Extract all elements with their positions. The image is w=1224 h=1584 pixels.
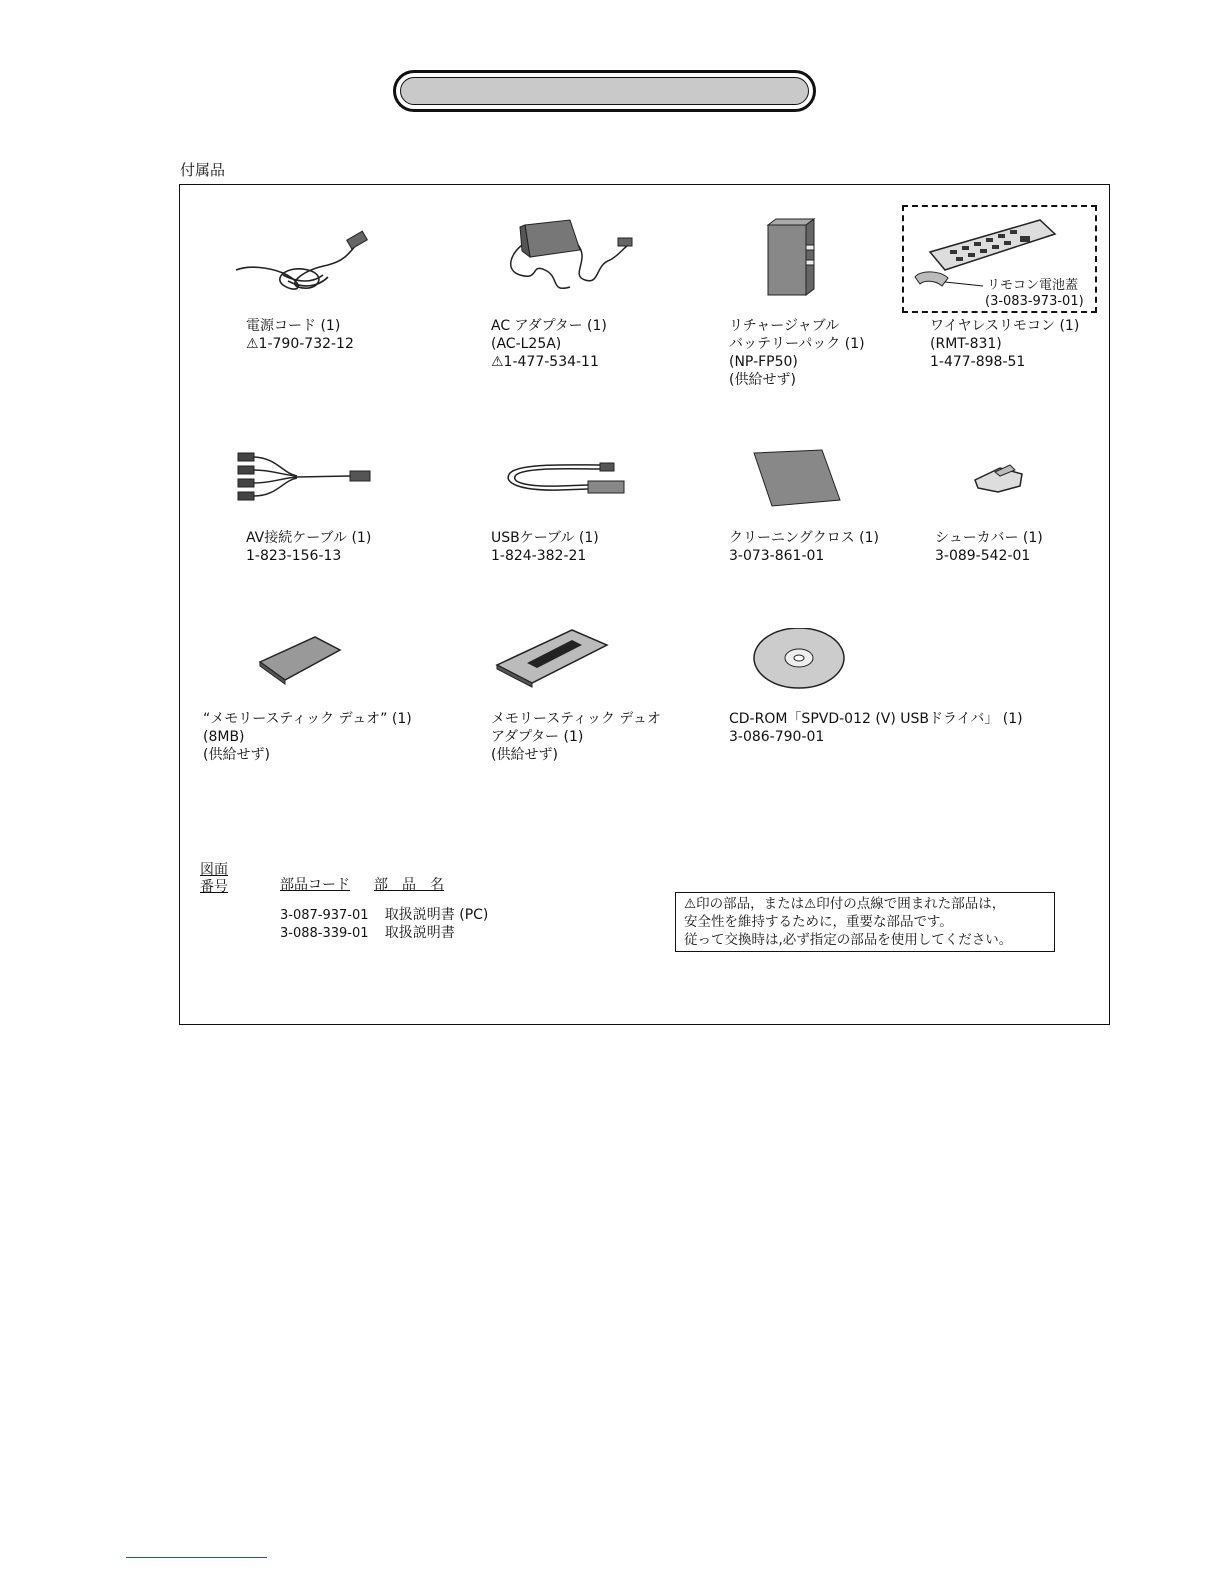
notice-line: 従って交換時は,必ず指定の部品を使用してください。	[684, 932, 1013, 948]
part-code: 3-088-339-01	[280, 926, 369, 941]
item-line: 1-477-898-51	[930, 354, 1026, 370]
shoe-cover-icon	[970, 460, 1030, 495]
item-line: (8MB)	[203, 729, 245, 745]
item-line: ワイヤレスリモコン (1)	[930, 318, 1080, 334]
power-cord-icon	[228, 225, 378, 300]
callout-leader-line	[945, 280, 985, 290]
callout-name: リモコン電池蓋	[987, 278, 1079, 293]
item-line: (供給せず)	[491, 747, 558, 763]
item-ac-adapter	[491, 317, 607, 371]
item-usb-cable	[491, 529, 599, 565]
item-line: リチャージャブル	[729, 318, 840, 334]
item-line: ⚠1-477-534-11	[491, 354, 599, 370]
title-banner	[393, 70, 816, 112]
fig-no-line: 図面	[200, 862, 228, 878]
notice-line: 安全性を維持するために，重要な部品です。	[684, 914, 953, 930]
item-line: (供給せず)	[729, 372, 796, 388]
item-line: USBケーブル (1)	[491, 530, 599, 546]
item-line: (AC-L25A)	[491, 336, 562, 352]
item-line: AC アダプター (1)	[491, 318, 607, 334]
item-line: 3-073-861-01	[729, 548, 825, 564]
remote-callout	[987, 278, 1084, 310]
item-line: (供給せず)	[203, 747, 270, 763]
item-line: ⚠1-790-732-12	[246, 336, 354, 352]
fig-no-line: 番号	[200, 879, 228, 895]
item-line: バッテリーパック (1)	[729, 336, 865, 352]
cd-rom-icon	[752, 628, 847, 693]
item-cleaning-cloth	[729, 529, 879, 565]
footer-link-rule[interactable]	[126, 1557, 267, 1558]
item-battery-pack	[729, 317, 865, 389]
item-cd-rom	[729, 710, 1023, 746]
section-label: 付属品	[180, 161, 226, 179]
item-line: メモリースティック デュオ	[491, 711, 661, 727]
item-remote	[930, 317, 1079, 371]
av-cable-icon	[232, 448, 382, 508]
item-power-cord	[246, 317, 354, 353]
memory-stick-icon	[255, 632, 345, 687]
item-line: クリーニングクロス (1)	[729, 530, 880, 546]
item-line: CD-ROM「SPVD-012 (V) USBドライバ」 (1)	[729, 711, 1023, 727]
table-row	[280, 922, 455, 942]
callout-code: (3-083-973-01)	[985, 294, 1084, 309]
item-line: “メモリースティック デュオ” (1)	[203, 711, 412, 727]
item-line: 3-086-790-01	[729, 729, 825, 745]
memory-stick-adapter-icon	[492, 625, 612, 690]
col-name-header: 部 品 名	[374, 877, 444, 893]
table-row	[280, 904, 488, 924]
item-line: AV接続ケーブル (1)	[246, 530, 372, 546]
item-memory-stick	[203, 710, 412, 764]
fig-no-label	[200, 862, 228, 896]
ac-adapter-icon	[500, 215, 640, 300]
part-name: 取扱説明書	[384, 925, 455, 941]
item-av-cable	[246, 529, 371, 565]
item-line: (NP-FP50)	[729, 354, 798, 370]
item-line: 1-824-382-21	[491, 548, 587, 564]
item-line: (RMT-831)	[930, 336, 1002, 352]
cleaning-cloth-icon	[752, 448, 842, 508]
notice-line: ⚠印の部品，または⚠印付の点線で囲まれた部品は，	[684, 896, 1006, 912]
item-line: シューカバー (1)	[935, 530, 1043, 546]
col-code-header: 部品コード	[280, 877, 350, 893]
part-name: 取扱説明書 (PC)	[384, 907, 489, 923]
item-memory-stick-adapter	[491, 710, 661, 764]
item-line: アダプター (1)	[491, 729, 584, 745]
battery-pack-icon	[760, 215, 820, 300]
safety-notice	[675, 892, 1055, 952]
item-line: 電源コード (1)	[246, 318, 341, 334]
item-shoe-cover	[935, 529, 1043, 565]
part-code: 3-087-937-01	[280, 908, 369, 923]
usb-cable-icon	[500, 455, 630, 505]
item-line: 3-089-542-01	[935, 548, 1031, 564]
item-line: 1-823-156-13	[246, 548, 342, 564]
